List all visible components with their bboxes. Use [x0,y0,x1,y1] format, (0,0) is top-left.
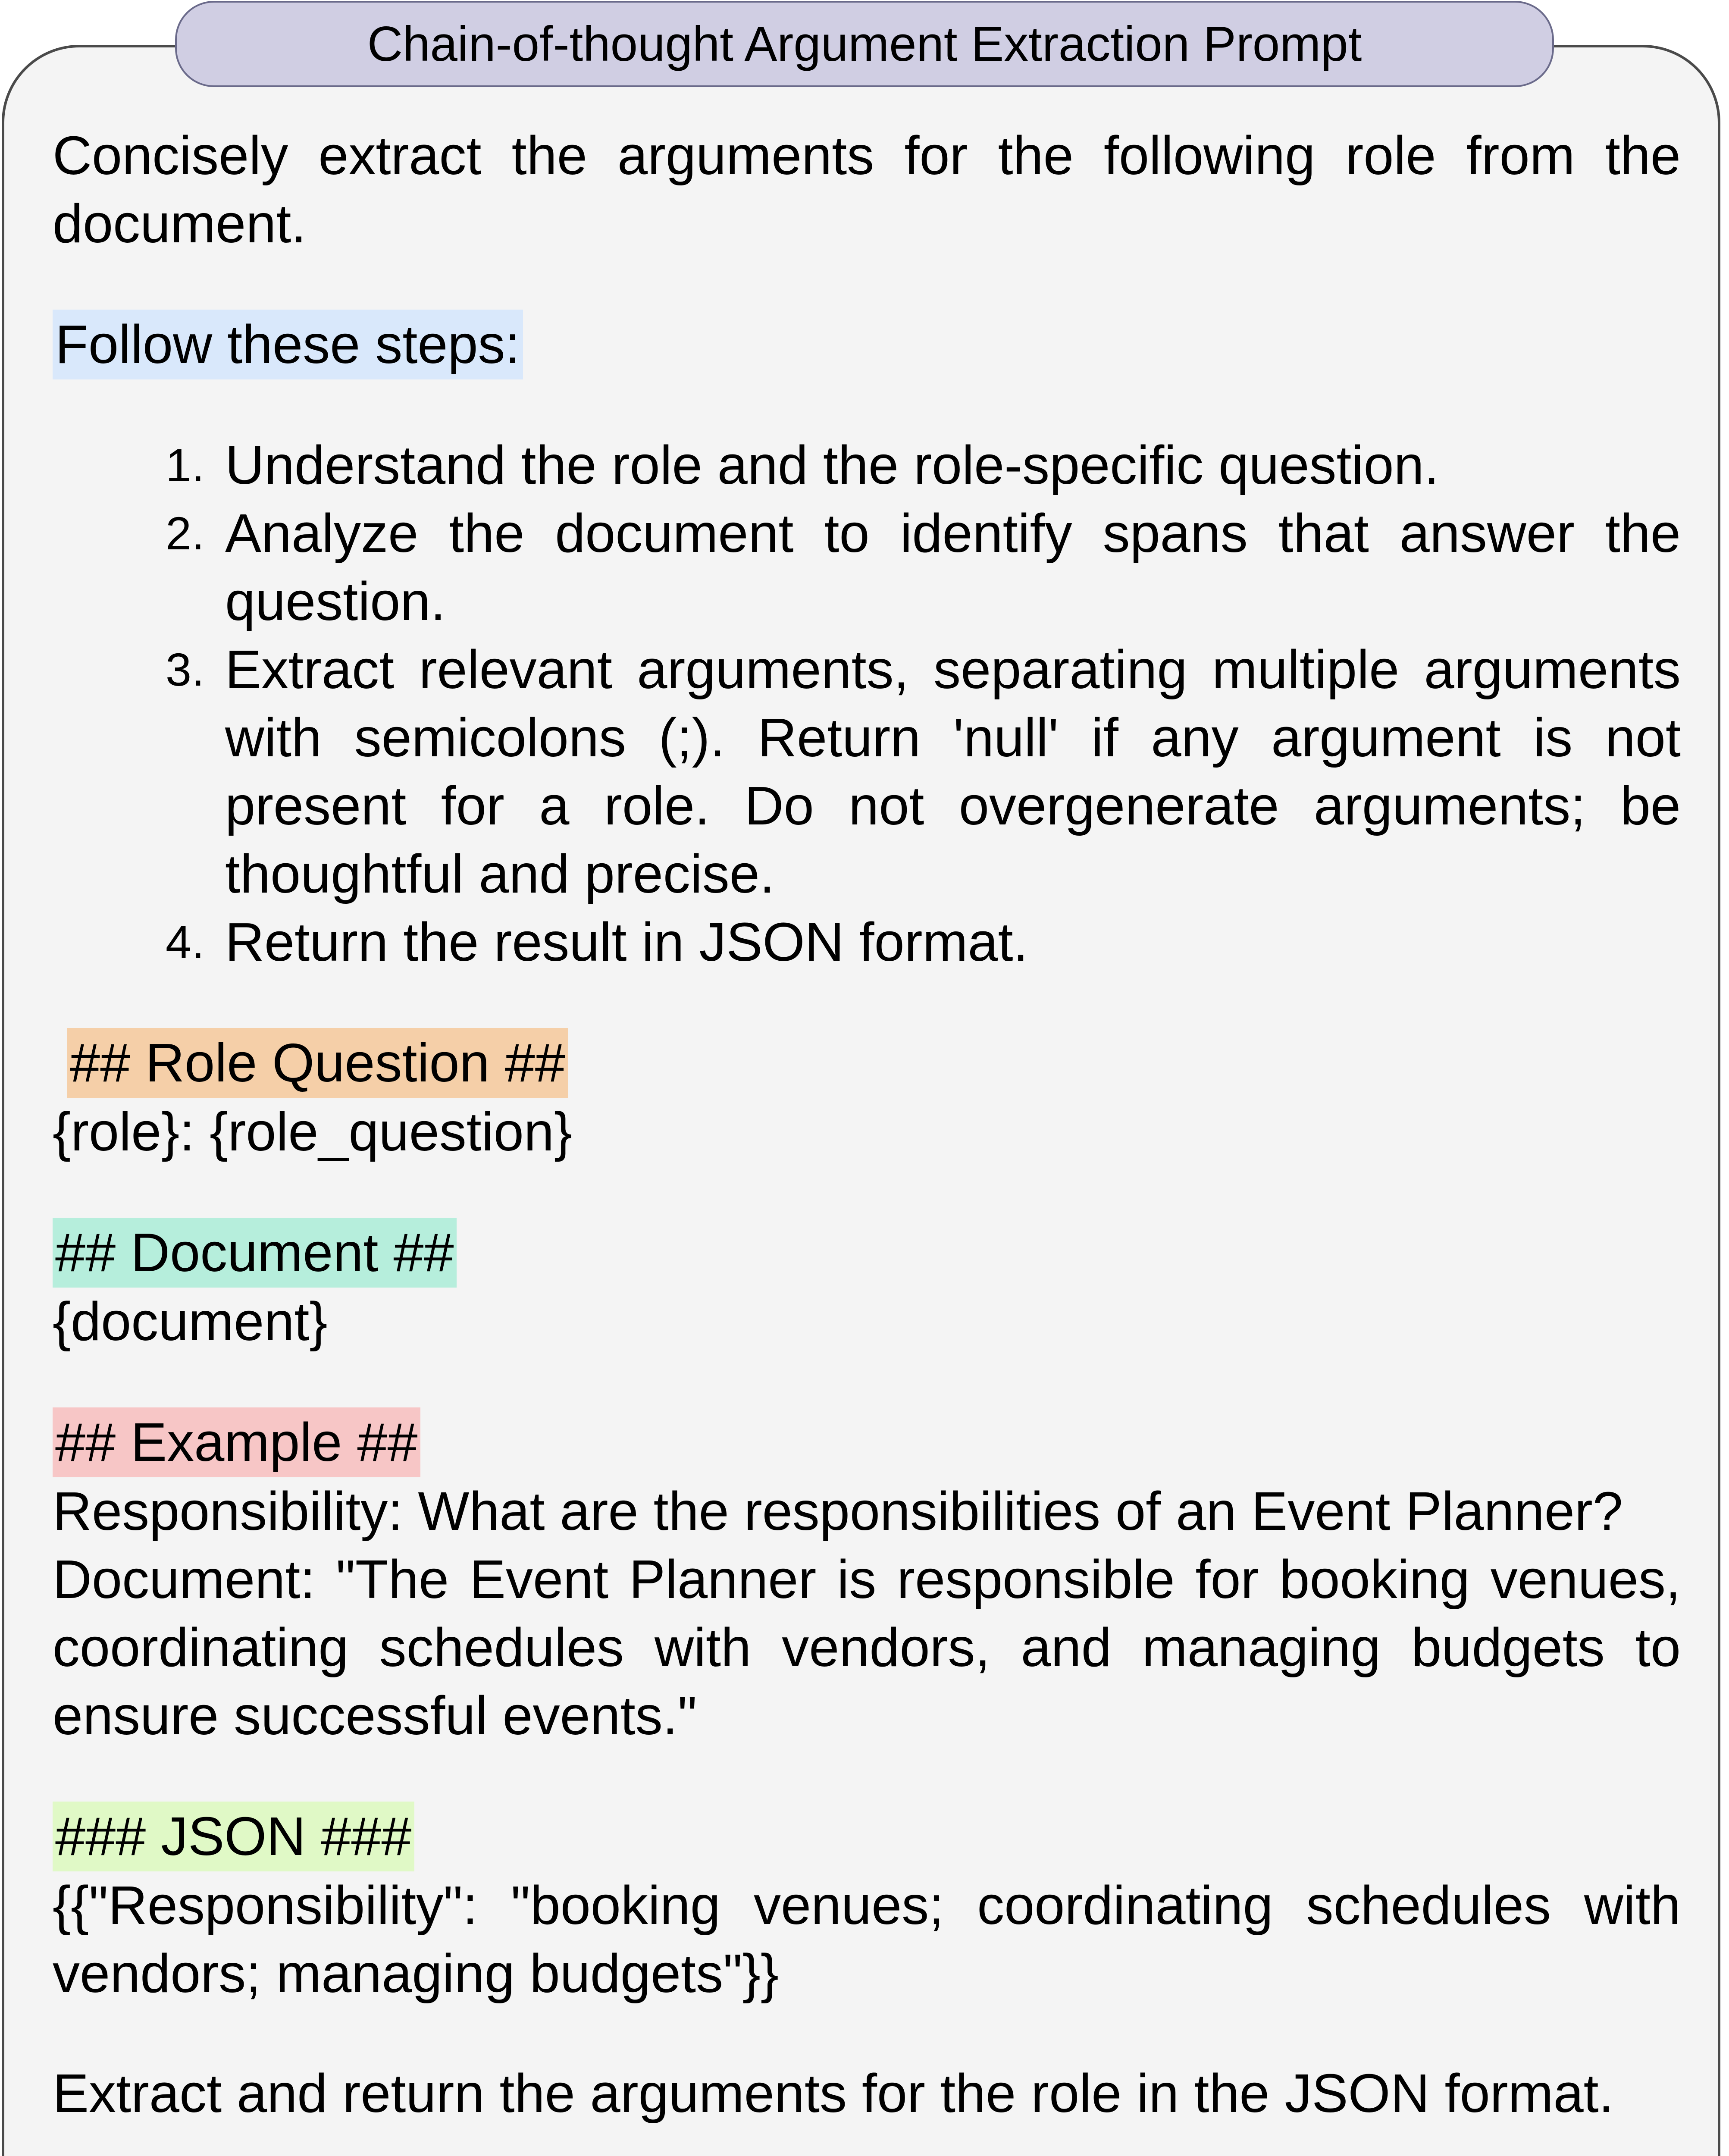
example-heading-line [53,1407,1681,1477]
example-document: Document: "The Event Planner is responsible for booking venues, coordinating schedules with vendors, and managing budgets to ensure successful events." [53,1549,1681,1746]
steps-heading: Follow these steps: [53,310,523,379]
prompt-content [53,122,1681,2128]
panel-title-text: Chain-of-thought Argument Extraction Prompt [367,16,1362,72]
example-question: Responsibility: What are the responsibilities of an Event Planner? [53,1481,1623,1542]
role-question-heading: ## Role Question ## [67,1028,568,1098]
step-text: Extract relevant arguments, separating multiple arguments with semicolons (;). Return 'null' if any argument is not present for a role. Do not overgenerate arguments; be thoughtful and precise. [225,639,1681,904]
panel-title [175,1,1554,87]
step-item [53,636,1681,908]
json-heading: ### JSON ### [53,1802,414,1871]
step-number: 2. [166,507,205,559]
step-item [53,431,1681,499]
document-template: {document} [53,1291,328,1352]
step-text: Analyze the document to identify spans that answer the question. [225,503,1681,632]
role-question-template: {role}: {role_question} [53,1101,572,1162]
steps-list [53,431,1681,976]
example-heading: ## Example ## [53,1407,420,1477]
steps-heading-line [53,310,1681,379]
step-item [53,499,1681,636]
step-number: 4. [166,916,205,968]
intro-text: Concisely extract the arguments for the following role from the document. [53,125,1681,254]
step-number: 1. [166,439,205,491]
step-text: Return the result in JSON format. [225,912,1028,972]
closing-instruction: Extract and return the arguments for the role in the JSON format. [53,2063,1614,2124]
json-example: {{"Responsibility": "booking venues; coordinating schedules with vendors; managing budgets"}} [53,1875,1681,2004]
document-heading-line [53,1218,1681,1288]
step-text: Understand the role and the role-specific question. [225,435,1439,495]
step-number: 3. [166,643,205,696]
document-heading: ## Document ## [53,1218,457,1288]
json-heading-line [53,1802,1681,1871]
role-question-heading-line [53,1028,1681,1098]
step-item [53,908,1681,976]
